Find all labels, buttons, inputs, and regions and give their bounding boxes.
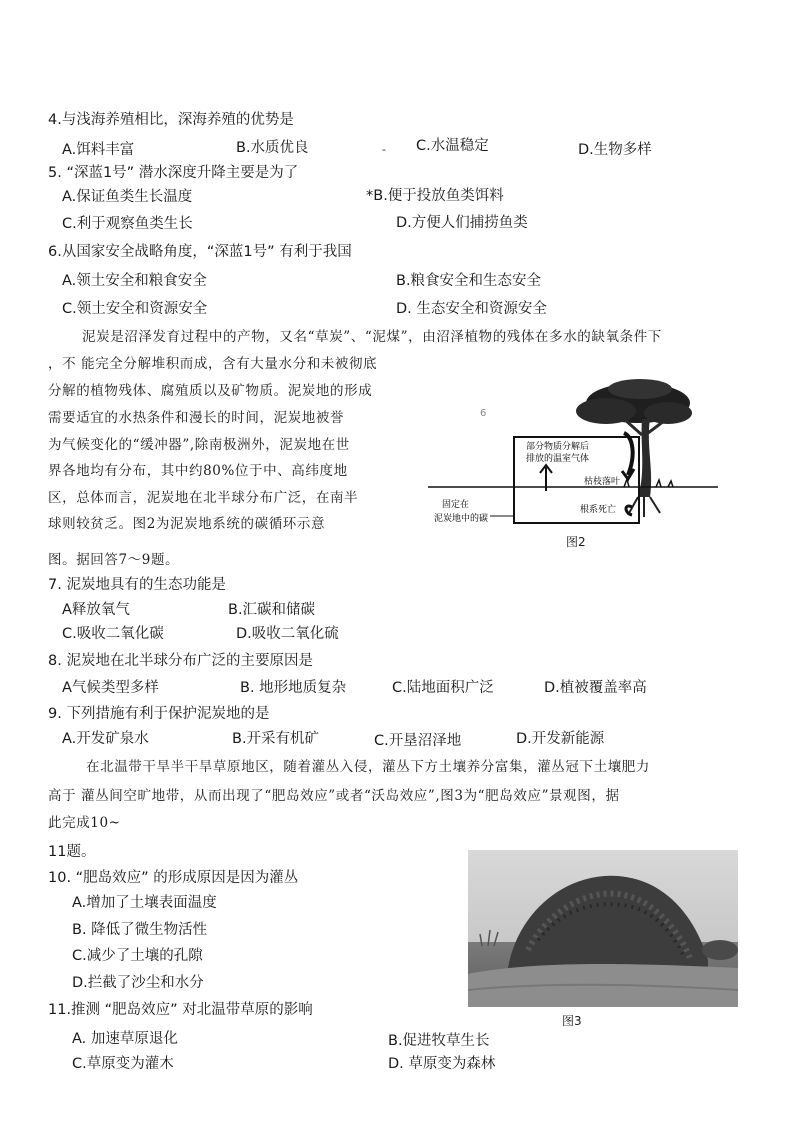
q4-option-c: C.水温稳定 <box>416 138 489 154</box>
stray-mark: - <box>382 143 386 156</box>
q11-stem: 11.推测 “肥岛效应” 对北温带草原的影响 <box>48 1002 313 1018</box>
q4-option-a: A.饵料丰富 <box>62 142 135 158</box>
q8-stem: 8. 泥炭地在北半球分布广泛的主要原因是 <box>48 653 313 669</box>
q9-option-d: D.开发新能源 <box>516 731 605 747</box>
q6-option-d: D. 生态安全和资源安全 <box>396 301 547 317</box>
q11-option-d: D. 草原变为森林 <box>388 1056 496 1072</box>
q9-stem: 9. 下列措施有利于保护泥炭地的是 <box>48 706 270 722</box>
q4-option-d: D.生物多样 <box>578 142 652 158</box>
q11-option-b: B.促进牧草生长 <box>388 1033 490 1049</box>
q5-option-c: C.利于观察鱼类生长 <box>62 216 193 232</box>
fertile-island-photo <box>468 850 738 1007</box>
q11-option-c: C.草原变为灌木 <box>72 1056 174 1072</box>
q5-option-d: D.方便人们捕捞鱼类 <box>396 215 528 231</box>
roots-label: 根系死亡 <box>580 505 617 515</box>
falling-litter-arrow-icon <box>624 433 633 475</box>
q10-option-a: A.增加了土壤表面温度 <box>72 895 217 911</box>
q10-option-c: C.减少了土壤的孔隙 <box>72 948 203 964</box>
q4-option-b: B.水质优良 <box>236 140 309 156</box>
q7-option-b: B.汇碳和储碳 <box>228 602 316 618</box>
q9-option-b: B.开采有机矿 <box>232 731 320 747</box>
q7-option-a: A释放氧气 <box>62 602 130 618</box>
q10-option-d: D.拦截了沙尘和水分 <box>72 975 204 991</box>
q8-option-b: B. 地形地质复杂 <box>240 680 347 696</box>
q6-stem: 6.从国家安全战略角度，“深蓝1号” 有利于我国 <box>48 244 352 260</box>
fig3-caption: 图3 <box>562 1014 582 1028</box>
passage2-line: 此完成10~ <box>48 815 121 831</box>
carbon-label-line: 固定在 <box>442 500 470 510</box>
passage1-line: 图。据回答7～9题。 <box>48 552 180 568</box>
passage2-line: 高于 灌丛间空旷地带，从而出现了“肥岛效应”或者“沃岛效应”,图3为“肥岛效应”景观图，据 <box>48 788 620 804</box>
q6-option-b: B.粮食安全和生态安全 <box>396 273 542 289</box>
q5-stem: 5. “深蓝1号” 潜水深度升降主要是为了 <box>48 165 299 181</box>
box-label-line: 排放的温室气体 <box>526 454 590 464</box>
q6-option-a: A.领土安全和粮食安全 <box>62 273 207 289</box>
passage1-line: 为气候变化的“缓冲器”,除南极洲外，泥炭地在世 <box>48 437 350 453</box>
q4-stem: 4.与浅海养殖相比，深海养殖的优势是 <box>48 112 294 128</box>
passage1-line: ，不 能完全分解堆积而成，含有大量水分和未被彻底 <box>48 356 378 372</box>
passage1-line: 球则较贫乏。图2为泥炭地系统的碳循环示意 <box>48 516 326 532</box>
q6-option-c: C.领土安全和资源安全 <box>62 301 208 317</box>
passage1-line: 界各地均有分布，其中约80%位于中、高纬度地 <box>48 463 348 479</box>
q8-option-a: A气候类型多样 <box>62 680 159 696</box>
litter-label: 枯枝落叶 <box>584 477 621 487</box>
passage2-line: 在北温带干旱半干旱草原地区，随着灌丛入侵，灌丛下方土壤养分富集，灌丛冠下土壤肥力 <box>86 759 650 775</box>
peatland-carbon-cycle-diagram <box>428 375 718 530</box>
q7-option-d: D.吸收二氧化硫 <box>236 626 339 642</box>
passage1-line: 泥炭是沼泽发育过程中的产物，又名“草炭”、“泥煤”，由沼泽植物的残体在多水的缺氧条件下 <box>82 329 662 345</box>
q11-option-a: A. 加速草原退化 <box>72 1031 178 1047</box>
box-label-line: 部分物质分解后 <box>526 442 590 452</box>
passage1-line: 区，总体而言，泥炭地在北半球分布广泛，在南半 <box>48 490 359 506</box>
fig2-caption: 图2 <box>566 535 586 549</box>
stray-mark: 6 <box>480 408 487 419</box>
tree-roots <box>628 497 660 517</box>
q5-option-b: *B.便于投放鱼类饵料 <box>366 188 504 204</box>
q7-stem: 7. 泥炭地具有的生态功能是 <box>48 577 226 593</box>
q7-option-c: C.吸收二氧化碳 <box>62 626 164 642</box>
tree-canopy <box>576 379 692 424</box>
q9-option-c: C.开垦沼泽地 <box>374 733 462 749</box>
q8-option-d: D.植被覆盖率高 <box>544 680 647 696</box>
q9-option-a: A.开发矿泉水 <box>62 731 149 747</box>
q5-option-a: A.保证鱼类生长温度 <box>62 189 193 205</box>
passage1-line: 分解的植物残体、腐殖质以及矿物质。泥炭地的形成 <box>48 383 373 399</box>
q8-option-c: C.陆地面积广泛 <box>392 680 494 696</box>
passage1-line: 需要适宜的水热条件和漫长的时间，泥炭地被誉 <box>48 410 345 426</box>
passage2-line: 11题。 <box>48 844 96 860</box>
q10-stem: 10. “肥岛效应” 的形成原因是因为灌丛 <box>48 870 299 886</box>
carbon-label-line: 泥炭地中的碳 <box>434 514 489 524</box>
q10-option-b: B. 降低了微生物活性 <box>72 922 208 938</box>
